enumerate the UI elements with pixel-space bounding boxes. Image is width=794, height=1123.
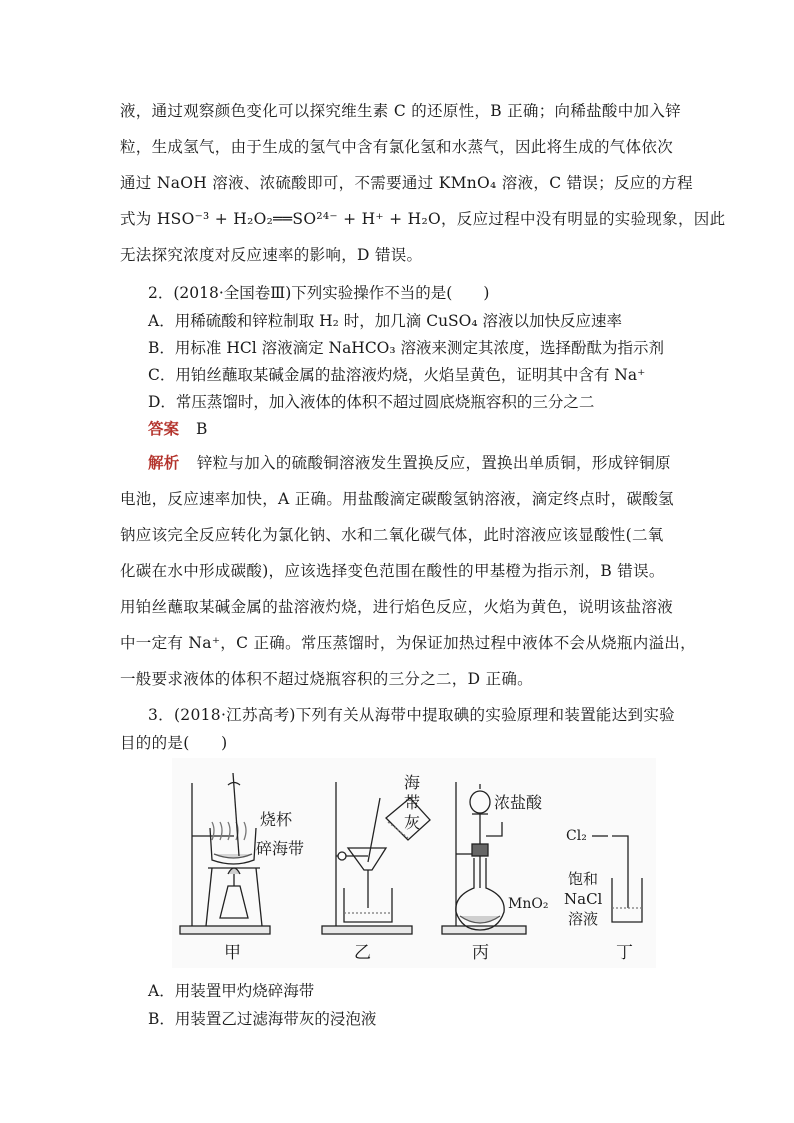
- text-line: 式为 HSO⁻³ + H₂O₂══SO²⁴⁻ + H⁺ + H₂O，反应过程中没有明显的实验现象，因此: [120, 210, 726, 228]
- question-3-stem: 目的的是( ): [120, 734, 228, 752]
- analysis-line: 钠应该完全反应转化为氯化钠、水和二氧化碳气体，此时溶液应该显酸性(二氧: [120, 526, 664, 544]
- analysis-line: 一般要求液体的体积不超过烧瓶容积的三分之二，D 正确。: [120, 670, 533, 688]
- caption-jia: 甲: [224, 943, 241, 963]
- apparatus-figure: [172, 758, 656, 968]
- question-2-option-a: A．用稀硫酸和锌粒制取 H₂ 时，加几滴 CuSO₄ 溶液以加快反应速率: [148, 312, 623, 330]
- question-2-stem: 2．(2018·全国卷Ⅲ)下列实验操作不当的是( ): [148, 284, 490, 302]
- text-line: 无法探究浓度对反应速率的影响，D 错误。: [120, 246, 423, 264]
- answer-value: B: [195, 420, 208, 438]
- label-beaker: 烧杯: [260, 810, 293, 829]
- caption-yi: 乙: [354, 943, 371, 963]
- label-cl2: Cl₂: [566, 828, 587, 844]
- label-nacl-1: 饱和: [568, 870, 599, 888]
- analysis-text: 锌粒与加入的硫酸铜溶液发生置换反应，置换出单质铜，形成锌铜原: [196, 454, 671, 472]
- analysis-label: 解析: [148, 453, 180, 472]
- question-2-option-b: B．用标准 HCl 溶液滴定 NaHCO₃ 溶液来测定其浓度，选择酚酞为指示剂: [148, 339, 665, 357]
- question-3-option-a: A．用装置甲灼烧碎海带: [148, 982, 315, 1000]
- answer-label: 答案: [148, 419, 180, 438]
- text-line: 通过 NaOH 溶液、浓硫酸即可，不需要通过 KMnO₄ 溶液，C 错误；反应的方程: [120, 174, 693, 192]
- label-nacl-3: 溶液: [568, 910, 599, 928]
- label-ash-2: 带: [404, 793, 421, 812]
- answer-row: [148, 418, 708, 440]
- label-ash-1: 海: [404, 773, 421, 792]
- label-mno2: MnO₂: [508, 896, 549, 912]
- text-line: 粒，生成氢气，由于生成的氢气中含有氯化氢和水蒸气，因此将生成的气体依次: [120, 138, 674, 156]
- label-nacl-2: NaCl: [564, 890, 603, 908]
- analysis-line: 化碳在水中形成碳酸)，应该选择变色范围在酸性的甲基橙为指示剂，B 错误。: [120, 562, 665, 580]
- caption-ding: 丁: [616, 943, 633, 963]
- text-line: 液，通过观察颜色变化可以探究维生素 C 的还原性，B 正确；向稀盐酸中加入锌: [120, 102, 681, 120]
- analysis-line: 电池，反应速率加快，A 正确。用盐酸滴定碳酸氢钠溶液，滴定终点时，碳酸氢: [120, 490, 674, 508]
- label-seaweed: 碎海带: [256, 839, 305, 858]
- question-3-option-b: B．用装置乙过滤海带灰的浸泡液: [148, 1010, 377, 1028]
- analysis-line: [148, 452, 680, 474]
- question-3-stem: 3．(2018·江苏高考)下列有关从海带中提取碘的实验原理和装置能达到实验: [148, 706, 675, 724]
- label-ash-3: 灰: [404, 813, 421, 832]
- analysis-line: 用铂丝蘸取某碱金属的盐溶液灼烧，进行焰色反应，火焰为黄色，说明该盐溶液: [120, 598, 674, 616]
- question-2-option-c: C．用铂丝蘸取某碱金属的盐溶液灼烧，火焰呈黄色，证明其中含有 Na⁺: [148, 366, 646, 384]
- analysis-line: 中一定有 Na⁺，C 正确。常压蒸馏时，为保证加热过程中液体不会从烧瓶内溢出，: [120, 634, 696, 652]
- caption-bing: 丙: [472, 943, 489, 963]
- label-hcl: 浓盐酸: [494, 793, 543, 812]
- question-2-option-d: D．常压蒸馏时，加入液体的体积不超过圆底烧瓶容积的三分之二: [148, 393, 595, 411]
